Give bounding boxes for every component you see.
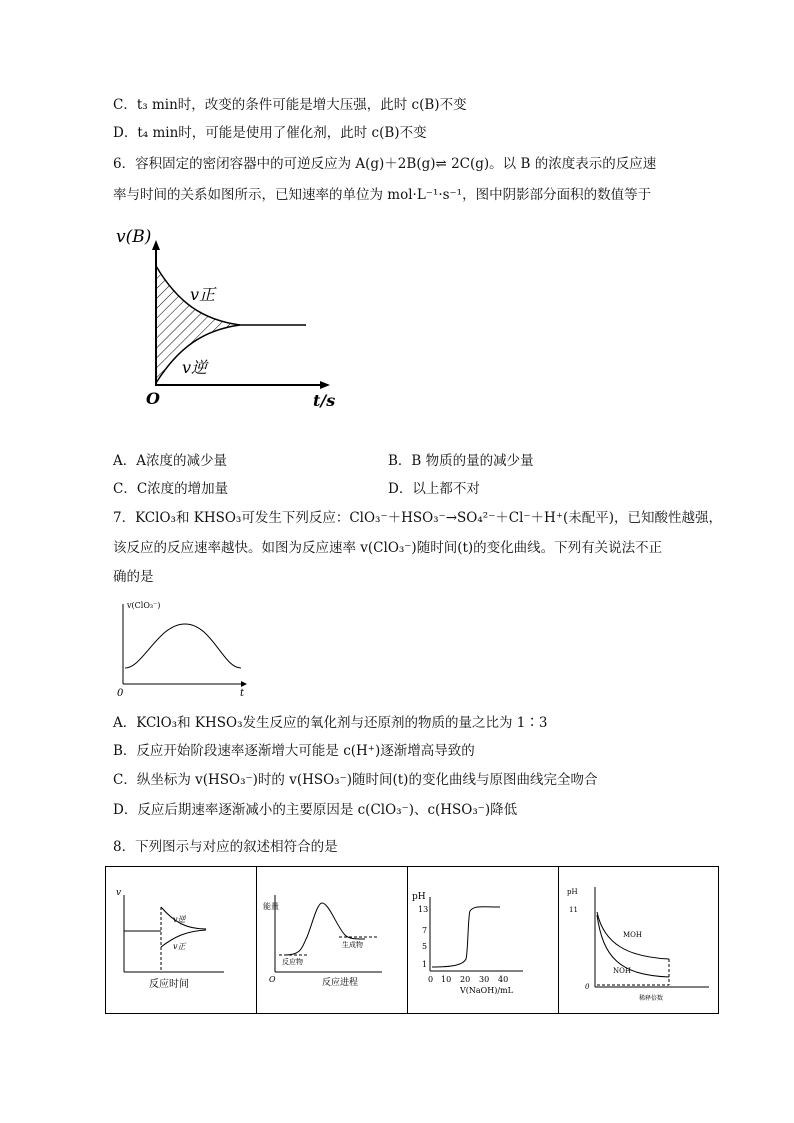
p2-product: 生成物 [342,941,363,949]
q7-figure [113,594,253,702]
p3-ytick-5: 5 [422,942,428,951]
q8-panel-3 [408,867,558,1013]
q8-panel-4 [559,867,717,1013]
p2-ylabel: 能量 [263,902,279,911]
p4-xlabel: 稀释倍数 [639,995,664,1002]
origin-label: O [146,389,160,408]
p3-xtick-40: 40 [498,975,509,984]
q8-cell-1 [106,867,257,1013]
p3-xtick-30: 30 [479,975,490,984]
q5-option-d: D．t₄ min时，可能是使用了催化剂，此时 c(B)不变 [113,125,427,141]
p3-ylabel: pH [412,892,426,902]
p1-ylabel: v [116,888,122,898]
q7-stem-line3: 确的是 [113,569,154,585]
q7-option-d: D．反应后期速率逐渐减小的主要原因是 c(ClO₃⁻)、c(HSO₃⁻)降低 [113,802,518,818]
p2-reactant: 反应物 [282,958,303,966]
y-axis-label: v(B) [116,227,152,247]
v-reverse-label: v逆 [182,358,208,377]
q7-stem-line1: 7．KClO₃和 KHSO₃可发生下列反应：ClO₃⁻＋HSO₃⁻→SO₄²⁻＋Cl⁻＋H⁺(未配平)，已知酸性越强， [113,510,722,526]
q8-panel-1 [106,867,256,1013]
p2-xlabel: 反应进程 [322,978,359,988]
p3-ytick-13: 13 [418,905,429,914]
p4-noh-label: NOH [613,967,631,975]
p3-xtick-0: 0 [428,975,434,984]
q8-cell-3 [408,867,559,1013]
x-axis-label: t [240,688,245,699]
q6-option-d: D．以上都不对 [388,481,480,497]
p4-moh-label: MOH [623,931,643,939]
p3-ytick-1: 1 [422,960,428,969]
origin-label: 0 [117,688,124,699]
rate-curve [125,624,241,668]
q5-option-c: C．t₃ min时，改变的条件可能是增大压强，此时 c(B)不变 [113,97,467,113]
q7-option-a: A．KClO₃和 KHSO₃发生反应的氧化剂与还原剂的物质的量之比为 1∶3 [113,715,548,731]
q8-cell-2 [257,867,408,1013]
q8-cell-4 [559,867,718,1013]
p4-ytick-11: 11 [569,906,578,914]
q6-option-a: A．A浓度的减少量 [113,453,227,469]
x-axis-label: t/s [313,391,336,410]
q7-option-c: C．纵坐标为 v(HSO₃⁻)时的 v(HSO₃⁻)随时间(t)的变化曲线与原图曲线完全吻合 [113,772,598,788]
y-axis-label: v(ClO₃⁻) [127,601,161,610]
q7-stem-line2: 该反应的反应速率越快。如图为反应速率 v(ClO₃⁻)随时间(t)的变化曲线。下列有关说法不正 [113,540,663,556]
p1-xlabel: 反应时间 [149,979,189,990]
p1-v-reverse: v逆 [173,915,186,924]
p3-xtick-10: 10 [441,975,452,984]
q6-figure [108,218,348,413]
q6-stem-line1: 6．容积固定的密闭容器中的可逆反应为 A(g)＋2B(g)⇌ 2C(g)。以 B 的浓度表示的反应速 [113,156,657,172]
q8-figure-table [105,866,719,1014]
titration-curve [432,907,500,967]
q8-panel-2 [257,867,407,1013]
q6-option-c: C．C浓度的增加量 [113,481,229,497]
q8-stem: 8．下列图示与对应的叙述相符合的是 [113,839,338,855]
p4-origin: 0 [585,983,590,991]
noh-curve [597,915,669,977]
p1-v-forward: v正 [173,942,186,951]
p4-ylabel: pH [567,888,578,896]
p2-origin: O [269,975,276,984]
p3-ytick-7: 7 [422,926,428,935]
p3-xtick-20: 20 [460,975,471,984]
p3-xlabel: V(NaOH)/mL [460,986,513,995]
q6-option-b: B．B 物质的量的减少量 [388,453,534,469]
v-forward-label: v正 [190,285,216,304]
x-arrow [241,681,247,687]
q6-stem-line2: 率与时间的关系如图所示，已知速率的单位为 mol·L⁻¹·s⁻¹，图中阴影部分面积的数值等于 [113,187,652,203]
y-arrow [152,240,160,250]
x-arrow [320,381,330,389]
q7-option-b: B．反应开始阶段速率逐渐增大可能是 c(H⁺)逐渐增高导致的 [113,743,475,759]
